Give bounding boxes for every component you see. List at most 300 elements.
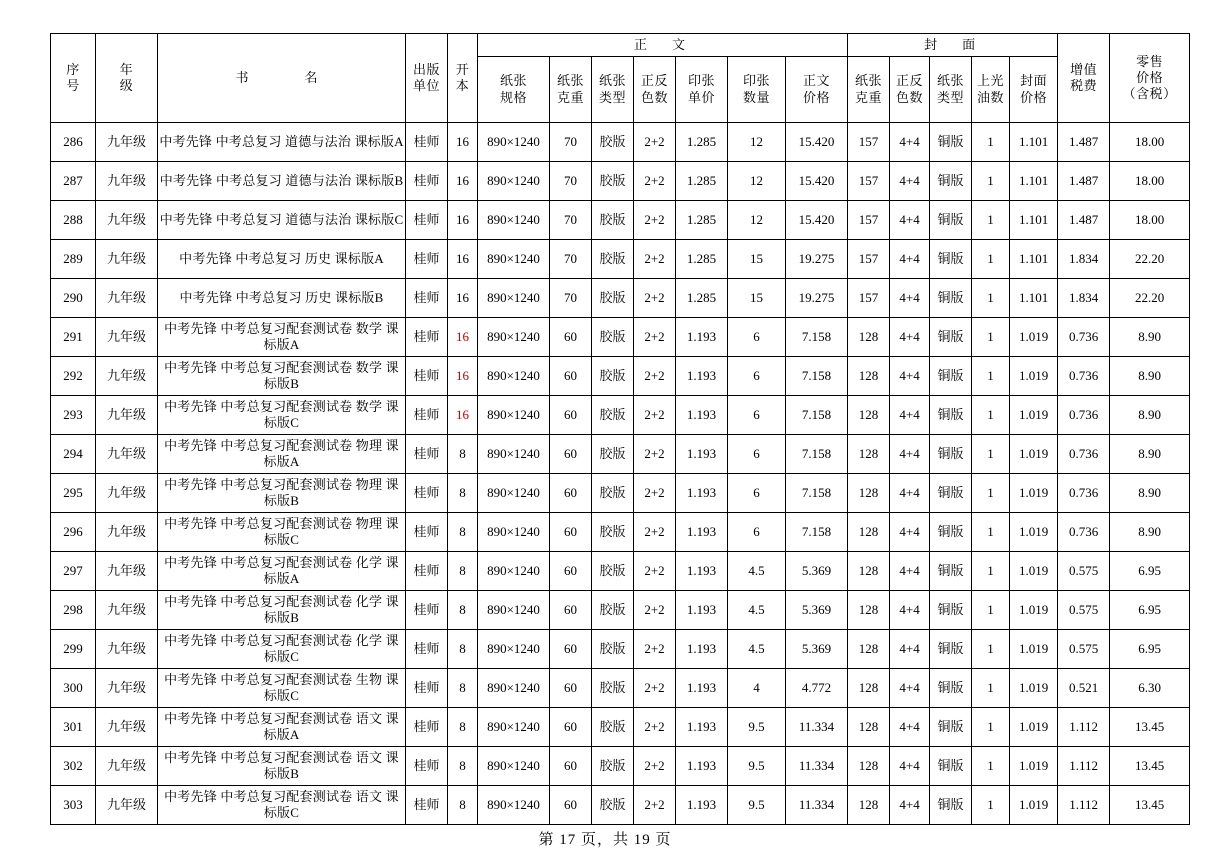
cell-format: 8 bbox=[448, 552, 478, 591]
cell-paper-weight: 70 bbox=[550, 240, 592, 279]
document-page bbox=[50, 33, 1177, 848]
cell-colors: 2+2 bbox=[634, 201, 676, 240]
cell-oil: 1 bbox=[972, 747, 1010, 786]
cell-cover-type: 铜版 bbox=[930, 708, 972, 747]
cell-name: 中考先锋 中考总复习 道德与法治 课标版A bbox=[158, 123, 406, 162]
cell-tax: 0.736 bbox=[1058, 474, 1110, 513]
cell-cover-price: 1.019 bbox=[1010, 630, 1058, 669]
cell-cover-weight: 128 bbox=[848, 552, 890, 591]
cell-cover-colors: 4+4 bbox=[890, 747, 930, 786]
cell-paper-spec: 890×1240 bbox=[478, 201, 550, 240]
cell-cover-weight: 128 bbox=[848, 591, 890, 630]
header-cover-weight bbox=[848, 57, 890, 123]
cell-unit-price: 1.285 bbox=[676, 123, 728, 162]
cell-sheet-count: 12 bbox=[728, 201, 786, 240]
cell-name: 中考先锋 中考总复习配套测试卷 语文 课标版C bbox=[158, 786, 406, 825]
cell-cover-type: 铜版 bbox=[930, 435, 972, 474]
header-paper-spec bbox=[478, 57, 550, 123]
cell-oil: 1 bbox=[972, 591, 1010, 630]
header-seq-line1: 序 bbox=[66, 61, 80, 77]
cell-cover-type: 铜版 bbox=[930, 513, 972, 552]
cell-tax: 1.112 bbox=[1058, 747, 1110, 786]
cell-publisher: 桂师 bbox=[406, 747, 448, 786]
cell-publisher: 桂师 bbox=[406, 513, 448, 552]
cell-tax: 0.736 bbox=[1058, 318, 1110, 357]
cell-unit-price: 1.285 bbox=[676, 201, 728, 240]
cell-paper-type: 胶版 bbox=[592, 669, 634, 708]
cell-seq: 291 bbox=[51, 318, 96, 357]
cell-body-price: 11.334 bbox=[786, 747, 848, 786]
cell-paper-spec: 890×1240 bbox=[478, 708, 550, 747]
cell-cover-price: 1.019 bbox=[1010, 435, 1058, 474]
cell-tax: 0.575 bbox=[1058, 552, 1110, 591]
cell-publisher: 桂师 bbox=[406, 591, 448, 630]
cell-paper-type: 胶版 bbox=[592, 279, 634, 318]
cell-retail: 8.90 bbox=[1110, 318, 1190, 357]
cell-publisher: 桂师 bbox=[406, 786, 448, 825]
cell-paper-spec: 890×1240 bbox=[478, 123, 550, 162]
cell-body-price: 11.334 bbox=[786, 708, 848, 747]
cell-oil: 1 bbox=[972, 396, 1010, 435]
header-cover-type bbox=[930, 57, 972, 123]
cell-cover-type: 铜版 bbox=[930, 201, 972, 240]
cell-cover-weight: 128 bbox=[848, 630, 890, 669]
cell-body-price: 7.158 bbox=[786, 513, 848, 552]
header-retail bbox=[1110, 34, 1190, 123]
cell-cover-type: 铜版 bbox=[930, 747, 972, 786]
header-sheet-count bbox=[728, 57, 786, 123]
header-grade-line2: 级 bbox=[119, 78, 134, 93]
cell-paper-spec: 890×1240 bbox=[478, 630, 550, 669]
cell-retail: 6.95 bbox=[1110, 630, 1190, 669]
cell-tax: 1.112 bbox=[1058, 786, 1110, 825]
cell-cover-price: 1.101 bbox=[1010, 279, 1058, 318]
cell-format: 16 bbox=[448, 162, 478, 201]
cell-paper-type: 胶版 bbox=[592, 318, 634, 357]
cell-body-price: 5.369 bbox=[786, 591, 848, 630]
cell-cover-price: 1.019 bbox=[1010, 513, 1058, 552]
cell-seq: 295 bbox=[51, 474, 96, 513]
cell-sheet-count: 6 bbox=[728, 357, 786, 396]
cell-oil: 1 bbox=[972, 630, 1010, 669]
header-oil bbox=[972, 57, 1010, 123]
table-row bbox=[51, 513, 1190, 552]
cell-colors: 2+2 bbox=[634, 708, 676, 747]
cell-colors: 2+2 bbox=[634, 591, 676, 630]
cell-paper-weight: 60 bbox=[550, 591, 592, 630]
cell-cover-weight: 157 bbox=[848, 201, 890, 240]
cell-retail: 22.20 bbox=[1110, 240, 1190, 279]
cell-publisher: 桂师 bbox=[406, 357, 448, 396]
cell-body-price: 19.275 bbox=[786, 279, 848, 318]
cell-sheet-count: 4.5 bbox=[728, 591, 786, 630]
cell-grade: 九年级 bbox=[96, 357, 158, 396]
header-paper-weight-line2: 克重 bbox=[556, 89, 584, 105]
cell-publisher: 桂师 bbox=[406, 123, 448, 162]
cell-unit-price: 1.285 bbox=[676, 240, 728, 279]
cell-retail: 13.45 bbox=[1110, 747, 1190, 786]
cell-grade: 九年级 bbox=[96, 708, 158, 747]
cell-unit-price: 1.193 bbox=[676, 786, 728, 825]
cell-cover-price: 1.019 bbox=[1010, 396, 1058, 435]
cell-paper-weight: 60 bbox=[550, 630, 592, 669]
cell-unit-price: 1.193 bbox=[676, 552, 728, 591]
cell-seq: 298 bbox=[51, 591, 96, 630]
cell-name: 中考先锋 中考总复习配套测试卷 语文 课标版A bbox=[158, 708, 406, 747]
cell-format: 8 bbox=[448, 591, 478, 630]
cell-retail: 8.90 bbox=[1110, 396, 1190, 435]
cell-unit-price: 1.193 bbox=[676, 630, 728, 669]
cell-cover-price: 1.019 bbox=[1010, 669, 1058, 708]
header-tax-line1: 增值 bbox=[1070, 61, 1098, 77]
cell-cover-price: 1.019 bbox=[1010, 474, 1058, 513]
cell-tax: 0.736 bbox=[1058, 357, 1110, 396]
cell-paper-type: 胶版 bbox=[592, 513, 634, 552]
cell-colors: 2+2 bbox=[634, 747, 676, 786]
cell-paper-spec: 890×1240 bbox=[478, 162, 550, 201]
cell-paper-weight: 70 bbox=[550, 201, 592, 240]
cell-name: 中考先锋 中考总复习配套测试卷 物理 课标版B bbox=[158, 474, 406, 513]
cell-sheet-count: 12 bbox=[728, 162, 786, 201]
cell-colors: 2+2 bbox=[634, 552, 676, 591]
cell-publisher: 桂师 bbox=[406, 435, 448, 474]
cell-sheet-count: 6 bbox=[728, 513, 786, 552]
cell-cover-colors: 4+4 bbox=[890, 318, 930, 357]
cell-publisher: 桂师 bbox=[406, 669, 448, 708]
cell-format: 8 bbox=[448, 474, 478, 513]
cell-cover-price: 1.019 bbox=[1010, 318, 1058, 357]
cell-colors: 2+2 bbox=[634, 318, 676, 357]
cell-cover-type: 铜版 bbox=[930, 318, 972, 357]
header-body-price bbox=[786, 57, 848, 123]
header-cover-colors bbox=[890, 57, 930, 123]
cell-paper-spec: 890×1240 bbox=[478, 747, 550, 786]
cell-cover-weight: 157 bbox=[848, 279, 890, 318]
cell-retail: 8.90 bbox=[1110, 357, 1190, 396]
cell-body-price: 7.158 bbox=[786, 396, 848, 435]
cell-oil: 1 bbox=[972, 279, 1010, 318]
cell-tax: 1.487 bbox=[1058, 201, 1110, 240]
cell-colors: 2+2 bbox=[634, 162, 676, 201]
cell-colors: 2+2 bbox=[634, 630, 676, 669]
cell-grade: 九年级 bbox=[96, 123, 158, 162]
cell-paper-weight: 60 bbox=[550, 669, 592, 708]
header-paper-weight bbox=[550, 57, 592, 123]
cell-unit-price: 1.193 bbox=[676, 396, 728, 435]
cell-paper-spec: 890×1240 bbox=[478, 513, 550, 552]
cell-paper-weight: 60 bbox=[550, 318, 592, 357]
table-row bbox=[51, 435, 1190, 474]
cell-cover-price: 1.019 bbox=[1010, 357, 1058, 396]
cell-cover-weight: 157 bbox=[848, 240, 890, 279]
cell-oil: 1 bbox=[972, 786, 1010, 825]
cell-oil: 1 bbox=[972, 357, 1010, 396]
cell-cover-type: 铜版 bbox=[930, 669, 972, 708]
cell-body-price: 19.275 bbox=[786, 240, 848, 279]
cell-paper-spec: 890×1240 bbox=[478, 240, 550, 279]
cell-name: 中考先锋 中考总复习 历史 课标版B bbox=[158, 279, 406, 318]
cell-tax: 0.575 bbox=[1058, 630, 1110, 669]
cell-oil: 1 bbox=[972, 552, 1010, 591]
cell-seq: 302 bbox=[51, 747, 96, 786]
cell-body-price: 7.158 bbox=[786, 357, 848, 396]
cell-sheet-count: 6 bbox=[728, 396, 786, 435]
cell-paper-weight: 70 bbox=[550, 162, 592, 201]
cell-name: 中考先锋 中考总复习配套测试卷 数学 课标版A bbox=[158, 318, 406, 357]
cell-paper-weight: 70 bbox=[550, 123, 592, 162]
cell-cover-colors: 4+4 bbox=[890, 162, 930, 201]
cell-paper-weight: 60 bbox=[550, 513, 592, 552]
cell-grade: 九年级 bbox=[96, 240, 158, 279]
cell-seq: 293 bbox=[51, 396, 96, 435]
cell-sheet-count: 9.5 bbox=[728, 747, 786, 786]
header-cover-weight-line2: 克重 bbox=[855, 89, 883, 105]
cell-paper-spec: 890×1240 bbox=[478, 786, 550, 825]
cell-cover-weight: 128 bbox=[848, 357, 890, 396]
cell-paper-spec: 890×1240 bbox=[478, 474, 550, 513]
cell-name: 中考先锋 中考总复习配套测试卷 数学 课标版B bbox=[158, 357, 406, 396]
cell-grade: 九年级 bbox=[96, 435, 158, 474]
cell-colors: 2+2 bbox=[634, 123, 676, 162]
cell-oil: 1 bbox=[972, 162, 1010, 201]
cell-paper-type: 胶版 bbox=[592, 474, 634, 513]
header-oil-line2: 油数 bbox=[977, 89, 1005, 105]
cell-grade: 九年级 bbox=[96, 474, 158, 513]
cell-format: 16 bbox=[448, 396, 478, 435]
cell-name: 中考先锋 中考总复习配套测试卷 物理 课标版C bbox=[158, 513, 406, 552]
header-seq bbox=[51, 34, 96, 123]
cell-sheet-count: 4 bbox=[728, 669, 786, 708]
cell-colors: 2+2 bbox=[634, 240, 676, 279]
header-oil-line1: 上光 bbox=[977, 73, 1005, 89]
cell-publisher: 桂师 bbox=[406, 552, 448, 591]
cell-cover-type: 铜版 bbox=[930, 396, 972, 435]
cell-oil: 1 bbox=[972, 708, 1010, 747]
cell-paper-spec: 890×1240 bbox=[478, 669, 550, 708]
header-paper-type-line2: 类型 bbox=[598, 89, 626, 105]
table-row bbox=[51, 747, 1190, 786]
cell-cover-colors: 4+4 bbox=[890, 240, 930, 279]
cell-paper-type: 胶版 bbox=[592, 708, 634, 747]
cell-retail: 18.00 bbox=[1110, 162, 1190, 201]
cell-cover-weight: 157 bbox=[848, 123, 890, 162]
cell-format: 8 bbox=[448, 747, 478, 786]
cell-name: 中考先锋 中考总复习 道德与法治 课标版B bbox=[158, 162, 406, 201]
cell-name: 中考先锋 中考总复习配套测试卷 语文 课标版B bbox=[158, 747, 406, 786]
cell-unit-price: 1.193 bbox=[676, 357, 728, 396]
cell-paper-type: 胶版 bbox=[592, 162, 634, 201]
header-seq-line2: 号 bbox=[66, 78, 80, 93]
cell-name: 中考先锋 中考总复习 道德与法治 课标版C bbox=[158, 201, 406, 240]
cell-cover-type: 铜版 bbox=[930, 240, 972, 279]
cell-body-price: 5.369 bbox=[786, 630, 848, 669]
cell-oil: 1 bbox=[972, 201, 1010, 240]
cell-paper-spec: 890×1240 bbox=[478, 591, 550, 630]
cell-paper-spec: 890×1240 bbox=[478, 435, 550, 474]
cell-retail: 13.45 bbox=[1110, 786, 1190, 825]
cell-sheet-count: 4.5 bbox=[728, 552, 786, 591]
header-paper-type bbox=[592, 57, 634, 123]
cell-retail: 18.00 bbox=[1110, 201, 1190, 240]
header-body-price-line1: 正文 bbox=[803, 73, 831, 89]
table-row bbox=[51, 669, 1190, 708]
price-table bbox=[50, 33, 1190, 825]
header-book-name bbox=[158, 34, 406, 123]
header-cover-type-line2: 类型 bbox=[937, 89, 965, 105]
cell-cover-type: 铜版 bbox=[930, 630, 972, 669]
header-paper-weight-line1: 纸张 bbox=[556, 73, 584, 89]
cell-seq: 287 bbox=[51, 162, 96, 201]
table-row bbox=[51, 357, 1190, 396]
header-colors-line1: 正反 bbox=[640, 73, 668, 89]
header-cover-colors-line2: 色数 bbox=[896, 89, 924, 105]
cell-paper-type: 胶版 bbox=[592, 747, 634, 786]
cell-retail: 6.95 bbox=[1110, 591, 1190, 630]
table-row bbox=[51, 240, 1190, 279]
cell-unit-price: 1.193 bbox=[676, 474, 728, 513]
cell-paper-spec: 890×1240 bbox=[478, 279, 550, 318]
cell-grade: 九年级 bbox=[96, 669, 158, 708]
table-row bbox=[51, 318, 1190, 357]
cell-format: 8 bbox=[448, 786, 478, 825]
cell-colors: 2+2 bbox=[634, 786, 676, 825]
cell-paper-spec: 890×1240 bbox=[478, 396, 550, 435]
header-retail-line2: 价格 bbox=[1136, 69, 1164, 85]
cell-seq: 290 bbox=[51, 279, 96, 318]
cell-unit-price: 1.193 bbox=[676, 318, 728, 357]
cell-publisher: 桂师 bbox=[406, 318, 448, 357]
cell-publisher: 桂师 bbox=[406, 162, 448, 201]
cell-tax: 1.834 bbox=[1058, 240, 1110, 279]
cell-grade: 九年级 bbox=[96, 552, 158, 591]
cell-cover-type: 铜版 bbox=[930, 357, 972, 396]
cell-cover-type: 铜版 bbox=[930, 162, 972, 201]
header-paper-spec-line1: 纸张 bbox=[499, 73, 527, 89]
cell-name: 中考先锋 中考总复习配套测试卷 数学 课标版C bbox=[158, 396, 406, 435]
cell-seq: 299 bbox=[51, 630, 96, 669]
table-row bbox=[51, 786, 1190, 825]
header-format-line1: 开 bbox=[455, 61, 470, 77]
cell-publisher: 桂师 bbox=[406, 630, 448, 669]
table-row bbox=[51, 279, 1190, 318]
cell-cover-weight: 128 bbox=[848, 318, 890, 357]
cell-retail: 8.90 bbox=[1110, 474, 1190, 513]
cell-retail: 22.20 bbox=[1110, 279, 1190, 318]
cell-publisher: 桂师 bbox=[406, 474, 448, 513]
cell-unit-price: 1.193 bbox=[676, 513, 728, 552]
cell-seq: 297 bbox=[51, 552, 96, 591]
cell-cover-colors: 4+4 bbox=[890, 435, 930, 474]
cell-colors: 2+2 bbox=[634, 435, 676, 474]
cell-format: 16 bbox=[448, 279, 478, 318]
cell-paper-weight: 60 bbox=[550, 396, 592, 435]
cell-publisher: 桂师 bbox=[406, 240, 448, 279]
cell-grade: 九年级 bbox=[96, 318, 158, 357]
header-sheet-count-line1: 印张 bbox=[742, 73, 770, 89]
table-row bbox=[51, 201, 1190, 240]
header-body-price-line2: 价格 bbox=[803, 89, 831, 105]
table-row bbox=[51, 474, 1190, 513]
cell-paper-type: 胶版 bbox=[592, 552, 634, 591]
header-publisher bbox=[406, 34, 448, 123]
cell-paper-type: 胶版 bbox=[592, 357, 634, 396]
cell-cover-colors: 4+4 bbox=[890, 201, 930, 240]
cell-name: 中考先锋 中考总复习配套测试卷 生物 课标版C bbox=[158, 669, 406, 708]
cell-format: 16 bbox=[448, 123, 478, 162]
cell-paper-spec: 890×1240 bbox=[478, 318, 550, 357]
cell-cover-price: 1.019 bbox=[1010, 747, 1058, 786]
cell-grade: 九年级 bbox=[96, 201, 158, 240]
cell-cover-price: 1.101 bbox=[1010, 123, 1058, 162]
cell-cover-colors: 4+4 bbox=[890, 357, 930, 396]
cell-paper-type: 胶版 bbox=[592, 591, 634, 630]
cell-cover-weight: 128 bbox=[848, 786, 890, 825]
cell-grade: 九年级 bbox=[96, 747, 158, 786]
cell-oil: 1 bbox=[972, 435, 1010, 474]
cell-format: 8 bbox=[448, 435, 478, 474]
header-grade bbox=[96, 34, 158, 123]
cell-seq: 288 bbox=[51, 201, 96, 240]
cell-format: 16 bbox=[448, 201, 478, 240]
cell-paper-type: 胶版 bbox=[592, 435, 634, 474]
page-footer: 第 17 页，共 19 页 bbox=[538, 832, 672, 848]
header-tax-line2: 税费 bbox=[1070, 78, 1098, 93]
cell-cover-price: 1.101 bbox=[1010, 240, 1058, 279]
cell-unit-price: 1.193 bbox=[676, 591, 728, 630]
cell-cover-colors: 4+4 bbox=[890, 396, 930, 435]
cell-body-price: 15.420 bbox=[786, 201, 848, 240]
cell-retail: 6.30 bbox=[1110, 669, 1190, 708]
cell-sheet-count: 6 bbox=[728, 318, 786, 357]
cell-publisher: 桂师 bbox=[406, 396, 448, 435]
cell-name: 中考先锋 中考总复习配套测试卷 化学 课标版A bbox=[158, 552, 406, 591]
cell-paper-weight: 60 bbox=[550, 786, 592, 825]
table-row bbox=[51, 162, 1190, 201]
table-body bbox=[51, 123, 1190, 825]
cell-seq: 289 bbox=[51, 240, 96, 279]
cell-cover-weight: 128 bbox=[848, 396, 890, 435]
cell-unit-price: 1.285 bbox=[676, 279, 728, 318]
cell-cover-weight: 128 bbox=[848, 708, 890, 747]
cell-tax: 0.736 bbox=[1058, 513, 1110, 552]
cell-colors: 2+2 bbox=[634, 669, 676, 708]
cell-grade: 九年级 bbox=[96, 591, 158, 630]
cell-seq: 296 bbox=[51, 513, 96, 552]
header-paper-spec-line2: 规格 bbox=[499, 89, 527, 105]
cell-cover-type: 铜版 bbox=[930, 591, 972, 630]
cell-tax: 1.112 bbox=[1058, 708, 1110, 747]
cell-grade: 九年级 bbox=[96, 396, 158, 435]
cell-publisher: 桂师 bbox=[406, 201, 448, 240]
cell-grade: 九年级 bbox=[96, 630, 158, 669]
cell-sheet-count: 6 bbox=[728, 435, 786, 474]
cell-seq: 303 bbox=[51, 786, 96, 825]
header-cover-price-line1: 封面 bbox=[1020, 73, 1048, 89]
cell-colors: 2+2 bbox=[634, 396, 676, 435]
cell-paper-type: 胶版 bbox=[592, 123, 634, 162]
cell-colors: 2+2 bbox=[634, 279, 676, 318]
cell-name: 中考先锋 中考总复习配套测试卷 化学 课标版C bbox=[158, 630, 406, 669]
cell-tax: 0.736 bbox=[1058, 396, 1110, 435]
cell-body-price: 15.420 bbox=[786, 162, 848, 201]
table-row bbox=[51, 552, 1190, 591]
header-publisher-line2: 单位 bbox=[412, 78, 440, 93]
cell-sheet-count: 12 bbox=[728, 123, 786, 162]
header-publisher-line1: 出版 bbox=[412, 61, 440, 77]
cell-publisher: 桂师 bbox=[406, 708, 448, 747]
header-retail-line3: （含税） bbox=[1122, 86, 1177, 102]
cell-unit-price: 1.193 bbox=[676, 669, 728, 708]
